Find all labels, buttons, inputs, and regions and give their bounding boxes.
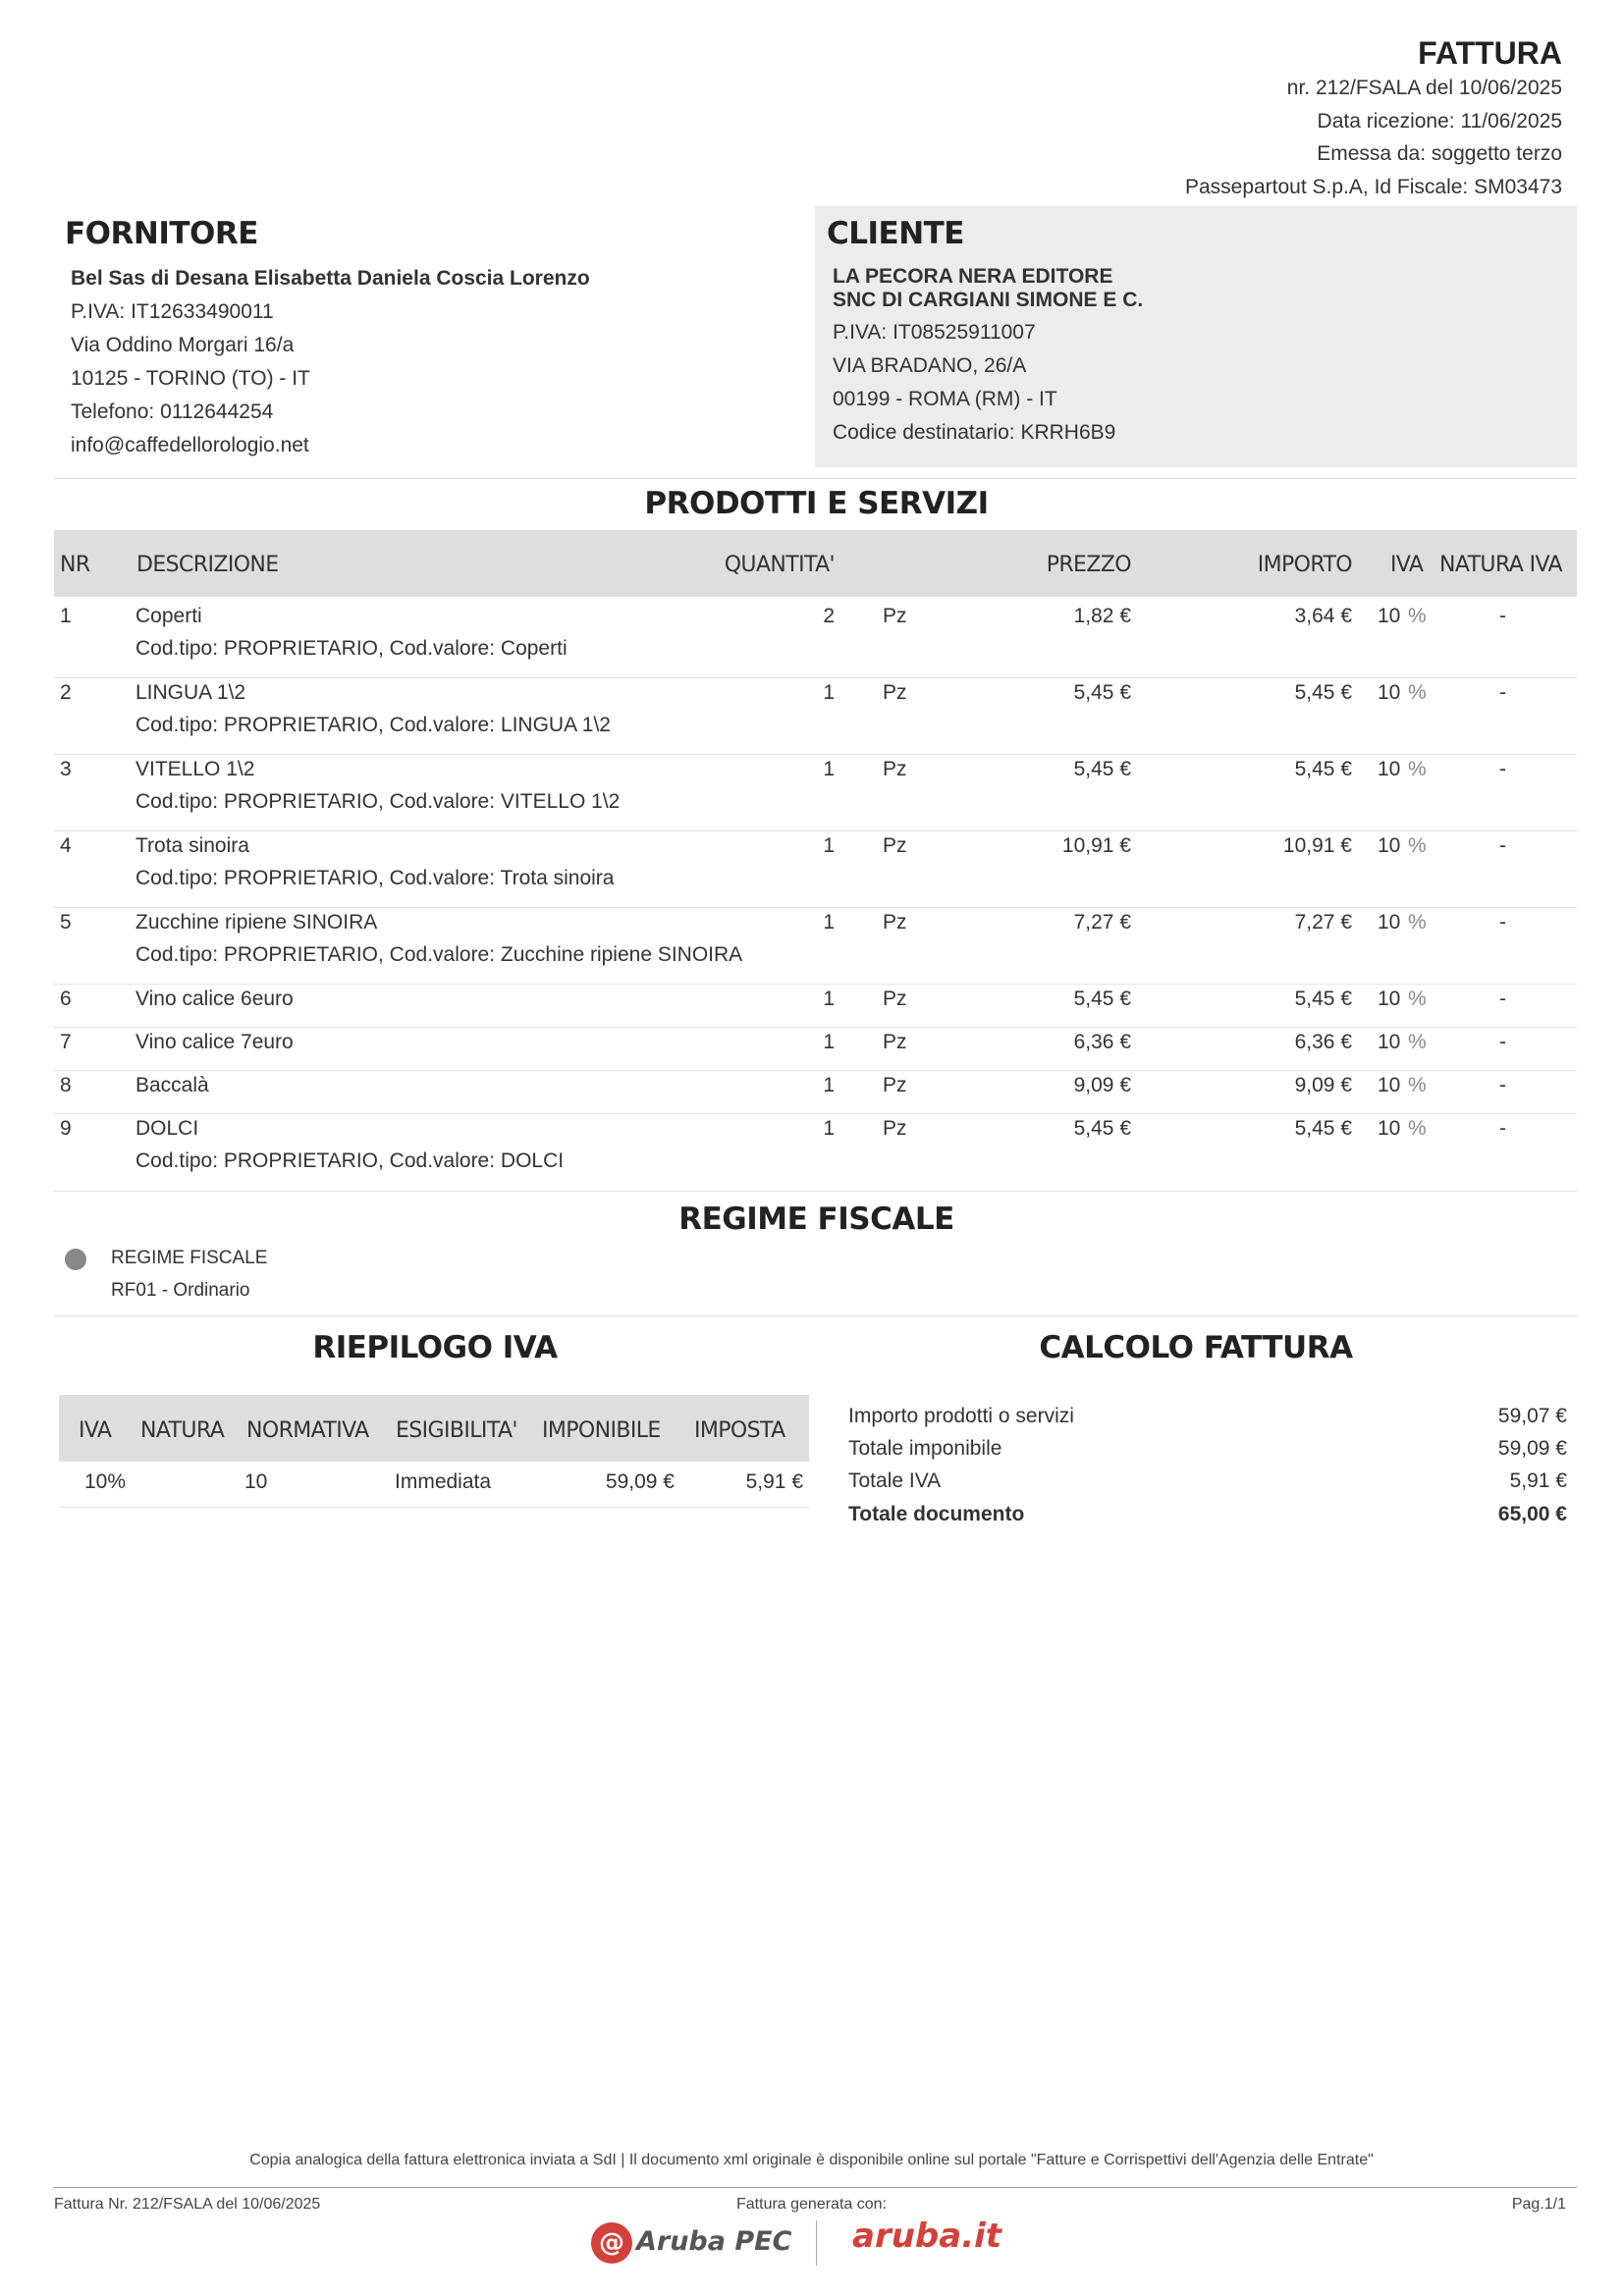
supplier-name: Bel Sas di Desana Elisabetta Daniela Coscia Lorenzo — [71, 267, 590, 290]
row-description: LINGUA 1\2 — [135, 681, 246, 704]
vat-row-normative: 10 — [244, 1470, 268, 1493]
vat-row-rule — [59, 1507, 809, 1508]
row-quantity: 1 — [823, 1031, 835, 1053]
client-city: 00199 - ROMA (RM) - IT — [833, 388, 1057, 410]
receipt-date: Data ricezione: 11/06/2025 — [1317, 110, 1562, 133]
table-row-divider — [54, 830, 1577, 831]
row-unit: Pz — [883, 911, 907, 934]
table-row-divider — [54, 1113, 1577, 1114]
invoice-title: FATTURA — [1418, 35, 1562, 71]
row-quantity: 1 — [823, 1117, 835, 1140]
table-row-divider — [54, 677, 1577, 678]
footer-generated-by: Fattura generata con: — [736, 2196, 887, 2213]
row-price: 5,45 € — [1073, 681, 1131, 704]
table-row-divider — [54, 1070, 1577, 1071]
vat-col-iva: IVA — [79, 1418, 112, 1443]
row-vat-nature: - — [1499, 1117, 1506, 1140]
row-code-info: Cod.tipo: PROPRIETARIO, Cod.valore: DOLCI — [135, 1149, 565, 1172]
row-unit: Pz — [883, 758, 907, 780]
row-vat-nature: - — [1499, 834, 1506, 857]
row-amount: 9,09 € — [1294, 1074, 1352, 1096]
row-price: 5,45 € — [1073, 758, 1131, 780]
row-vat: 10 — [1378, 605, 1401, 627]
row-amount: 3,64 € — [1294, 605, 1352, 627]
table-end-divider — [54, 1191, 1577, 1192]
row-nr: 1 — [60, 605, 72, 627]
calc-value-total: 65,00 € — [1497, 1503, 1567, 1525]
col-amount: IMPORTO — [1257, 553, 1352, 577]
invoice-number: nr. 212/FSALA del 10/06/2025 — [1286, 77, 1562, 99]
row-unit: Pz — [883, 1031, 907, 1053]
row-description: Vino calice 6euro — [135, 988, 294, 1010]
row-quantity: 1 — [823, 911, 835, 934]
vat-row-eligibility: Immediata — [395, 1470, 492, 1493]
row-description: Baccalà — [135, 1074, 209, 1096]
vat-row-iva-value: 10% — [84, 1470, 127, 1493]
calc-label-products: Importo prodotti o servizi — [848, 1405, 1074, 1427]
vat-col-tax: IMPOSTA — [694, 1418, 785, 1443]
row-quantity: 1 — [823, 1074, 835, 1096]
vat-col-normative: NORMATIVA — [246, 1418, 369, 1443]
row-price: 5,45 € — [1073, 988, 1131, 1010]
table-row-divider — [54, 984, 1577, 985]
row-description: Trota sinoira — [135, 834, 249, 857]
row-vat: 10 — [1378, 758, 1401, 780]
row-description: Vino calice 7euro — [135, 1031, 294, 1053]
row-amount: 10,91 € — [1282, 834, 1352, 857]
row-unit: Pz — [883, 681, 907, 704]
row-vat-nature: - — [1499, 758, 1506, 780]
row-vat-pct: % — [1408, 911, 1427, 934]
row-vat: 10 — [1378, 1031, 1401, 1053]
row-nr: 4 — [60, 834, 72, 857]
row-vat-nature: - — [1499, 681, 1506, 704]
row-quantity: 1 — [823, 681, 835, 704]
regime-label: REGIME FISCALE — [111, 1248, 268, 1268]
logo-separator — [816, 2220, 817, 2266]
row-vat-nature: - — [1499, 988, 1506, 1010]
row-unit: Pz — [883, 605, 907, 627]
vat-col-taxable: IMPONIBILE — [542, 1418, 661, 1443]
row-vat: 10 — [1378, 1074, 1401, 1096]
row-nr: 5 — [60, 911, 72, 934]
col-vat-nature: NATURA IVA — [1439, 553, 1562, 577]
divider — [54, 1315, 1577, 1316]
row-quantity: 1 — [823, 988, 835, 1010]
col-quantity: QUANTITA' — [724, 553, 835, 577]
invoice-calc-heading: CALCOLO FATTURA — [1039, 1330, 1353, 1365]
supplier-phone: Telefono: 0112644254 — [71, 400, 274, 423]
vat-row-taxable: 59,09 € — [605, 1470, 675, 1493]
client-block — [833, 265, 1143, 450]
footer-invoice-ref: Fattura Nr. 212/FSALA del 10/06/2025 — [54, 2196, 321, 2213]
supplier-email: info@caffedellorologio.net — [71, 434, 309, 456]
row-price: 5,45 € — [1073, 1117, 1131, 1140]
row-vat: 10 — [1378, 988, 1401, 1010]
footer-page: Pag.1/1 — [1511, 2196, 1566, 2213]
row-nr: 9 — [60, 1117, 72, 1140]
col-vat: IVA — [1390, 553, 1424, 577]
supplier-piva: P.IVA: IT12633490011 — [71, 300, 274, 323]
aruba-it-logo: aruba.it — [852, 2216, 1002, 2256]
row-price: 10,91 € — [1061, 834, 1131, 857]
row-vat-nature: - — [1499, 605, 1506, 627]
calc-label-total: Totale documento — [848, 1503, 1025, 1525]
col-description: DESCRIZIONE — [136, 553, 279, 577]
row-vat-pct: % — [1408, 605, 1427, 627]
row-nr: 6 — [60, 988, 72, 1010]
row-nr: 2 — [60, 681, 72, 704]
row-vat: 10 — [1378, 1117, 1401, 1140]
row-price: 1,82 € — [1073, 605, 1131, 627]
row-quantity: 1 — [823, 758, 835, 780]
footer-rule — [54, 2187, 1577, 2188]
client-address: VIA BRADANO, 26/A — [833, 354, 1027, 377]
row-nr: 8 — [60, 1074, 72, 1096]
calc-value-products: 59,07 € — [1497, 1405, 1567, 1427]
row-quantity: 2 — [823, 605, 835, 627]
col-nr: NR — [60, 553, 90, 577]
vat-row-iva — [84, 1470, 126, 1494]
client-piva: P.IVA: IT08525911007 — [833, 321, 1036, 344]
calc-label-taxable: Totale imponibile — [848, 1437, 1002, 1460]
row-vat-pct: % — [1408, 1074, 1427, 1096]
aruba-pec-logo-icon: @ — [591, 2222, 632, 2264]
row-code-info: Cod.tipo: PROPRIETARIO, Cod.valore: Trota sinoira — [135, 867, 615, 889]
client-heading: CLIENTE — [827, 216, 964, 251]
row-amount: 7,27 € — [1294, 911, 1352, 934]
row-description: Zucchine ripiene SINOIRA — [135, 911, 378, 934]
vat-summary-heading: RIEPILOGO IVA — [312, 1330, 558, 1365]
row-vat: 10 — [1378, 834, 1401, 857]
products-heading: PRODOTTI E SERVIZI — [644, 486, 989, 521]
row-code-info: Cod.tipo: PROPRIETARIO, Cod.valore: Zucchine ripiene SINOIRA — [135, 943, 743, 966]
row-unit: Pz — [883, 834, 907, 857]
row-code-info: Cod.tipo: PROPRIETARIO, Cod.valore: Coperti — [135, 637, 568, 660]
regime-heading: REGIME FISCALE — [678, 1201, 954, 1237]
row-amount: 6,36 € — [1294, 1031, 1352, 1053]
row-vat-nature: - — [1499, 911, 1506, 934]
footer-note: Copia analogica della fattura elettronica inviata a SdI | Il documento xml originale è disponibile online sul portale "Fatture e Corrispettivi dell'Agenzia delle Entrate" — [249, 2152, 1374, 2168]
bullet-icon — [65, 1249, 86, 1270]
vat-row-tax: 5,91 € — [745, 1470, 803, 1493]
client-name-2: SNC DI CARGIANI SIMONE E C. — [833, 289, 1144, 311]
row-code-info: Cod.tipo: PROPRIETARIO, Cod.valore: VITELLO 1\2 — [135, 790, 621, 813]
row-vat-nature: - — [1499, 1074, 1506, 1096]
row-vat-pct: % — [1408, 834, 1427, 857]
row-vat: 10 — [1378, 911, 1401, 934]
supplier-heading: FORNITORE — [65, 216, 258, 251]
row-description: DOLCI — [135, 1117, 199, 1140]
supplier-city: 10125 - TORINO (TO) - IT — [71, 367, 310, 390]
calc-value-vat: 5,91 € — [1509, 1469, 1567, 1492]
row-price: 6,36 € — [1073, 1031, 1131, 1053]
issued-by: Emessa da: soggetto terzo — [1317, 142, 1562, 165]
row-code-info: Cod.tipo: PROPRIETARIO, Cod.valore: LINGUA 1\2 — [135, 714, 611, 736]
table-row-divider — [54, 754, 1577, 755]
row-vat-pct: % — [1408, 1117, 1427, 1140]
row-amount: 5,45 € — [1294, 681, 1352, 704]
supplier-block — [71, 262, 590, 462]
vat-col-eligibility: ESIGIBILITA' — [396, 1418, 517, 1443]
row-unit: Pz — [883, 1074, 907, 1096]
row-unit: Pz — [883, 1117, 907, 1140]
row-nr: 7 — [60, 1031, 72, 1053]
calc-value-taxable: 59,09 € — [1497, 1437, 1567, 1460]
row-vat-pct: % — [1408, 758, 1427, 780]
row-vat-pct: % — [1408, 988, 1427, 1010]
table-row-divider — [54, 1027, 1577, 1028]
regime-value: RF01 - Ordinario — [111, 1280, 250, 1301]
row-amount: 5,45 € — [1294, 988, 1352, 1010]
client-recipient-code: Codice destinatario: KRRH6B9 — [833, 421, 1116, 444]
row-vat: 10 — [1378, 681, 1401, 704]
row-amount: 5,45 € — [1294, 1117, 1352, 1140]
row-unit: Pz — [883, 988, 907, 1010]
row-vat-pct: % — [1408, 681, 1427, 704]
client-name-1: LA PECORA NERA EDITORE — [833, 265, 1113, 288]
aruba-pec-logo-text: Aruba PEC — [636, 2226, 792, 2257]
vat-col-nature: NATURA — [140, 1418, 225, 1443]
row-nr: 3 — [60, 758, 72, 780]
col-price: PREZZO — [1046, 553, 1131, 577]
row-vat-pct: % — [1408, 1031, 1427, 1053]
calc-label-vat: Totale IVA — [848, 1469, 942, 1492]
table-row-divider — [54, 907, 1577, 908]
issuer-info: Passepartout S.p.A, Id Fiscale: SM03473 — [1184, 176, 1562, 198]
row-amount: 5,45 € — [1294, 758, 1352, 780]
row-price: 7,27 € — [1073, 911, 1131, 934]
row-description: Coperti — [135, 605, 202, 627]
supplier-address: Via Oddino Morgari 16/a — [71, 334, 295, 356]
row-vat-nature: - — [1499, 1031, 1506, 1053]
divider — [54, 478, 1577, 479]
row-quantity: 1 — [823, 834, 835, 857]
row-price: 9,09 € — [1073, 1074, 1131, 1096]
row-description: VITELLO 1\2 — [135, 758, 255, 780]
